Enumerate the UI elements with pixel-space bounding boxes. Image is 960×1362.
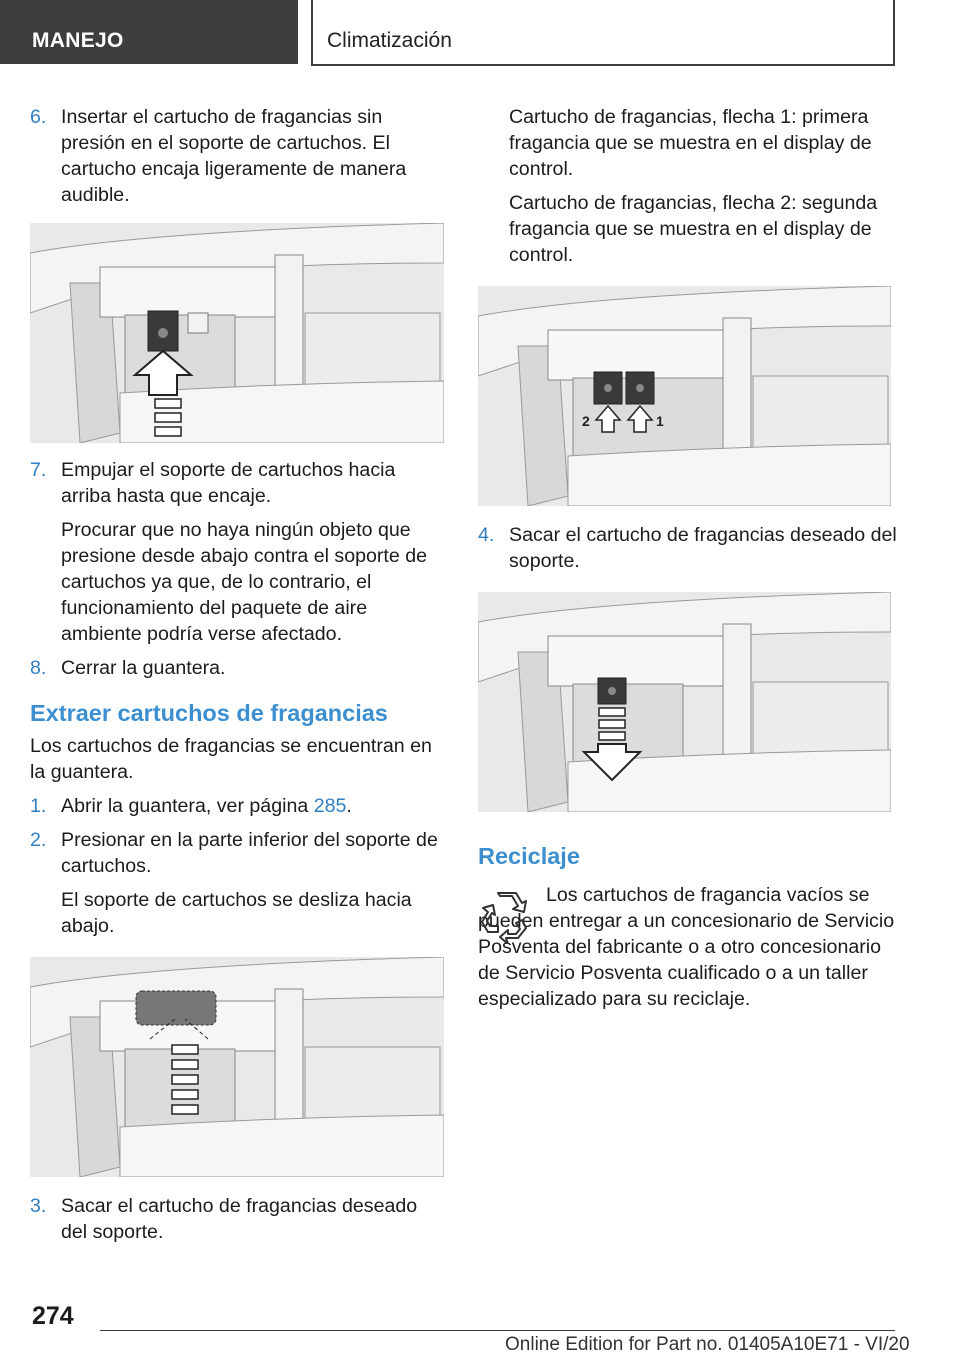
chapter-title: Climatización [327, 29, 452, 52]
left-column [30, 104, 448, 1245]
glovebox-illustration-2 [30, 957, 444, 1177]
cartridge-arrow-2-note: Cartucho de fragancias, flecha 2: segunda fragancia que se muestra en el display de control. [509, 192, 878, 266]
recycle-block [478, 882, 898, 1012]
figure-holder-slides-down [30, 957, 444, 1177]
step-text: Sacar el cartucho de fragancias deseado del soporte. [509, 524, 897, 572]
recycle-icon [478, 888, 534, 944]
section-heading-remove: Extraer cartuchos de fragancias [30, 700, 388, 726]
right-column [478, 104, 898, 1012]
section-tab [0, 0, 298, 64]
step-1 [30, 793, 448, 819]
step-text: Insertar el cartucho de fragancias sin presión en el soporte de cartuchos. El cartucho encaja ligeramente de manera audible. [61, 106, 407, 206]
section-title: MANEJO [32, 29, 124, 52]
step-3 [30, 1193, 448, 1245]
figure-remove-cartridge [478, 592, 891, 812]
arrow-label-2: 2 [582, 413, 590, 429]
footer-edition: Online Edition for Part no. 01405A10E71 - VI/20 [505, 1334, 910, 1355]
arrow-label-1: 1 [656, 413, 664, 429]
recycle-text: Los cartuchos de fragancia vacíos se pueden entregar a un concesionario de Servicio Posventa del fabricante o a otro concesionario de Servicio Posventa cualificado o a un taller especializado para su reciclaje. [478, 884, 895, 1010]
step-note: Procurar que no haya ningún objeto que presione desde abajo contra el soporte de cartuchos ya que, de lo contrario, el funcionamiento del paquete de aire ambiente podría verse afectado. [61, 519, 428, 645]
figure-two-cartridges [478, 286, 891, 506]
step-text-before: Abrir la guantera, ver página [61, 795, 314, 817]
step-6 [30, 104, 448, 208]
step-text-after: . [346, 795, 352, 817]
cartridge-arrow-1-note: Cartucho de fragancias, flecha 1: primera fragancia que se muestra en el display de control. [509, 106, 872, 180]
step-note: El soporte de cartuchos se desliza hacia abajo. [61, 889, 412, 937]
step-text: Cerrar la guantera. [61, 657, 226, 679]
figure-insert-cartridge [30, 223, 444, 443]
step-2 [30, 827, 448, 939]
step-number: 3. [30, 1195, 47, 1217]
step-text: Sacar el cartucho de fragancias deseado del soporte. [61, 1195, 418, 1243]
step-4 [478, 522, 898, 574]
step-number: 7. [30, 459, 47, 481]
intro-paragraph: Los cartuchos de fragancias se encuentran en la guantera. [30, 735, 432, 783]
step-number: 2. [30, 829, 47, 851]
glovebox-illustration-3 [478, 286, 891, 506]
step-8 [30, 655, 448, 681]
step-number: 6. [30, 106, 47, 128]
footer-divider [100, 1330, 895, 1331]
glovebox-illustration-4 [478, 592, 891, 812]
step-text [61, 793, 448, 819]
step-number: 1. [30, 795, 47, 817]
chapter-tab [311, 0, 895, 66]
page-number: 274 [32, 1302, 74, 1330]
glovebox-illustration-1 [30, 223, 444, 443]
step-7 [30, 457, 448, 647]
step-number: 4. [478, 524, 495, 546]
page-link[interactable]: 285 [313, 795, 347, 817]
step-number: 8. [30, 657, 47, 679]
step-text: Empujar el soporte de cartuchos hacia arriba hasta que encaje. [61, 459, 396, 507]
step-text: Presionar en la parte inferior del soporte de cartuchos. [61, 829, 438, 877]
section-heading-recycle: Reciclaje [478, 843, 580, 869]
